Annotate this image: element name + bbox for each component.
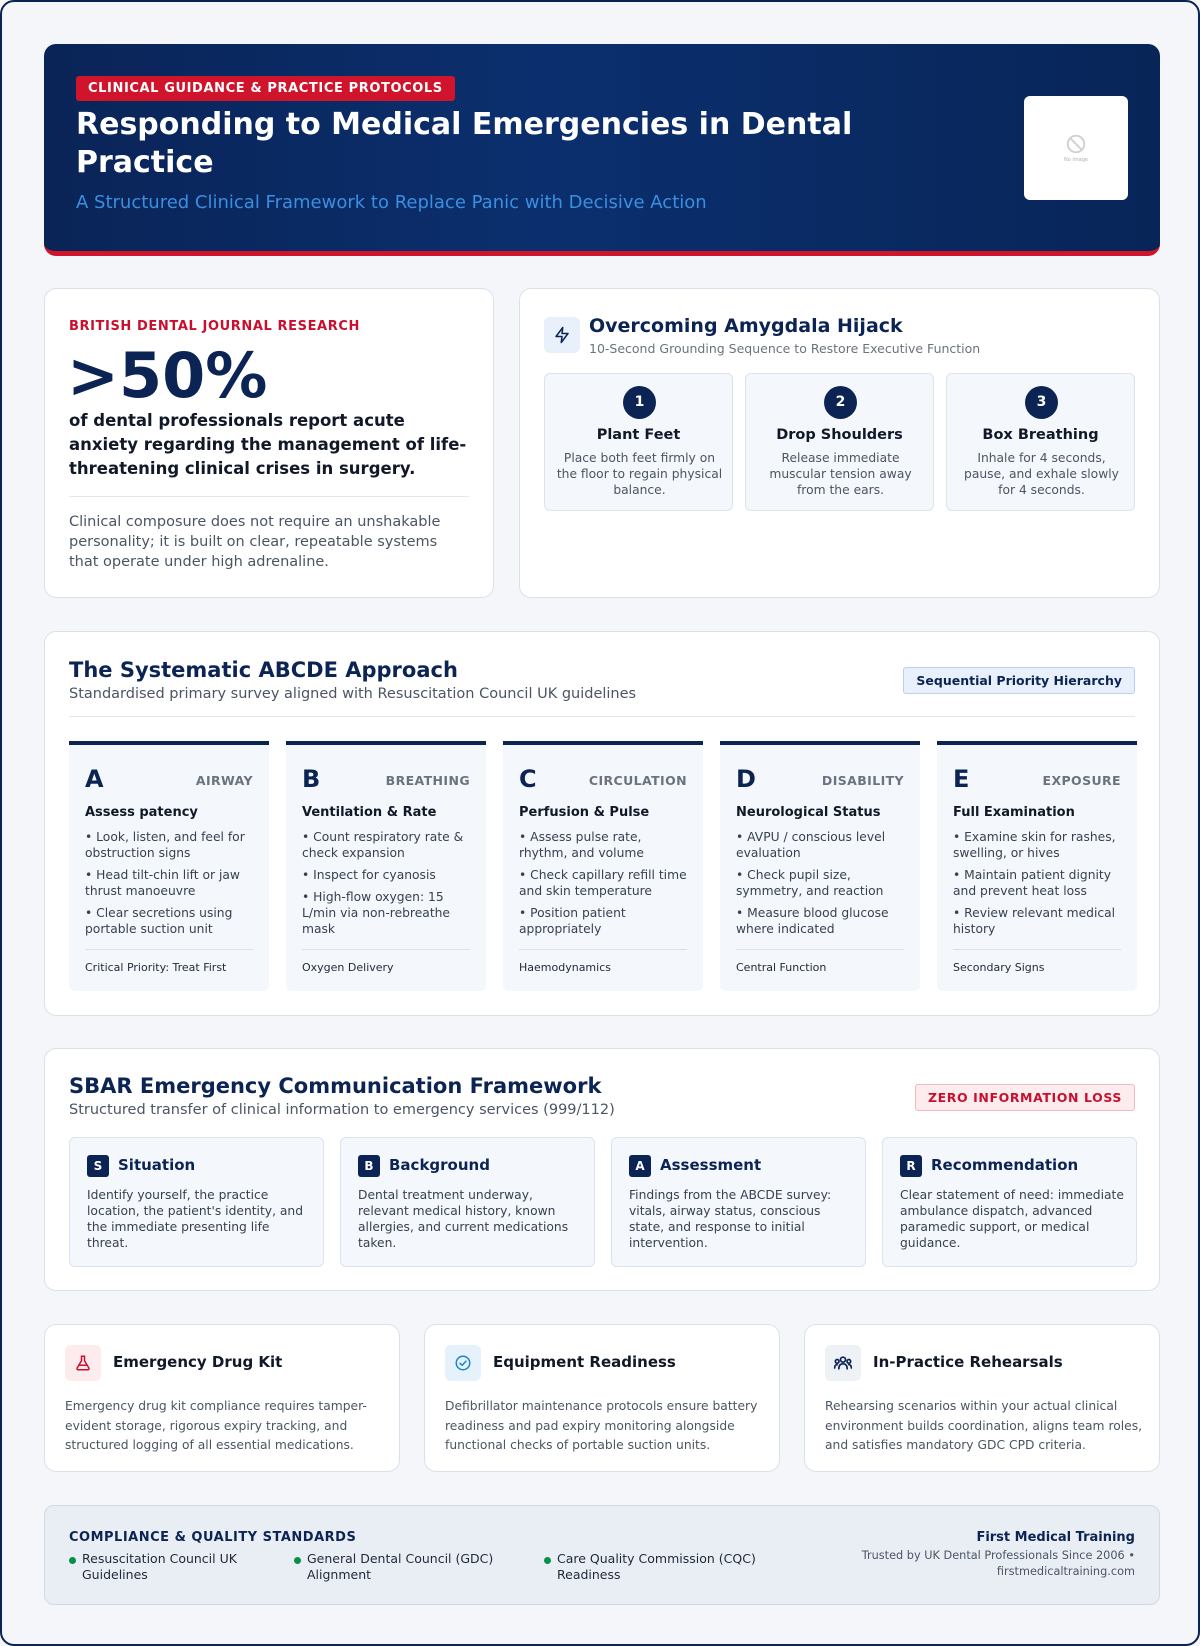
abcde-column-breathing <box>286 741 486 991</box>
column-list <box>953 829 1123 943</box>
column-list <box>85 829 255 943</box>
column-letter: A <box>85 765 104 793</box>
abcde-column-exposure <box>937 741 1137 991</box>
column-name: CIRCULATION <box>588 773 687 788</box>
list-item: • Examine skin for rashes, swelling, or hives <box>953 830 1116 860</box>
sbar-letter: B <box>358 1155 380 1177</box>
hero-header <box>44 44 1160 256</box>
step-text: Release immediate muscular tension away from the ears. <box>769 451 912 497</box>
list-item: • Check capillary refill time and skin temperature <box>519 868 687 898</box>
zero-loss-tag: ZERO INFORMATION LOSS <box>915 1084 1135 1111</box>
standard-item <box>294 1551 514 1583</box>
column-footer: Oxygen Delivery <box>302 961 394 974</box>
column-name: EXPOSURE <box>1042 773 1121 788</box>
column-heading: Perfusion & Pulse <box>519 805 650 820</box>
compliance-heading: COMPLIANCE & QUALITY STANDARDS <box>69 1530 357 1545</box>
statistic-card <box>44 288 494 598</box>
column-letter: E <box>953 765 970 793</box>
status-dot-icon <box>69 1557 76 1564</box>
sbar-item-text: Dental treatment underway, relevant medical history, known allergies, and current medications taken. <box>358 1188 569 1250</box>
column-name: BREATHING <box>385 773 470 788</box>
column-name: AIRWAY <box>195 773 253 788</box>
priority-tag: Sequential Priority Hierarchy <box>903 667 1135 694</box>
step-text: Inhale for 4 seconds, pause, and exhale slowly for 4 seconds. <box>964 451 1119 497</box>
stat-note: Clinical composure does not require an unshakable personality; it is built on clear, repeatable systems that operate under high adrenaline. <box>69 514 441 570</box>
sbar-item-text: Clear statement of need: immediate ambulance dispatch, advanced paramedic support, or medical guidance. <box>900 1188 1124 1250</box>
brand-name: First Medical Training <box>976 1530 1135 1545</box>
step-number: 3 <box>1025 386 1058 419</box>
stat-value: >50% <box>67 339 268 412</box>
divider <box>69 496 469 497</box>
sbar-item-assessment <box>611 1137 866 1267</box>
sbar-section <box>44 1048 1160 1291</box>
sbar-item-text: Identify yourself, the practice location, the patient's identity, and the immediate presenting life threat. <box>87 1188 304 1250</box>
column-footer: Critical Priority: Treat First <box>85 961 227 974</box>
category-badge: CLINICAL GUIDANCE & PRACTICE PROTOCOLS <box>76 76 455 101</box>
step-title: Plant Feet <box>596 427 681 443</box>
column-list <box>302 829 472 943</box>
list-item: • Head tilt-chin lift or jaw thrust manoeuvre <box>85 868 240 898</box>
brand-tagline: Trusted by UK Dental Professionals Since 2006 • firstmedicaltraining.com <box>861 1549 1135 1578</box>
sbar-title: SBAR Emergency Communication Framework <box>69 1074 602 1098</box>
flask-icon <box>65 1345 101 1381</box>
abcde-section <box>44 631 1160 1016</box>
divider <box>519 949 687 950</box>
header-image-placeholder <box>1024 96 1128 200</box>
sbar-item-recommendation <box>882 1137 1137 1267</box>
standard-label: Care Quality Commission (CQC) Readiness <box>557 1551 756 1582</box>
abcde-subtitle: Standardised primary survey aligned with Resuscitation Council UK guidelines <box>69 686 637 702</box>
abcde-column-disability <box>720 741 920 991</box>
list-item: • Review relevant medical history <box>953 906 1116 936</box>
standard-item <box>544 1551 774 1583</box>
list-item: • Inspect for cyanosis <box>302 868 436 882</box>
standard-label: General Dental Council (GDC) Alignment <box>307 1551 494 1582</box>
stat-source: BRITISH DENTAL JOURNAL RESEARCH <box>69 319 360 334</box>
step-text: Place both feet firmly on the floor to regain physical balance. <box>556 451 723 497</box>
column-footer: Haemodynamics <box>519 961 611 974</box>
list-item: • Position patient appropriately <box>519 906 626 936</box>
step-number: 2 <box>824 386 857 419</box>
feature-card-drug-kit <box>44 1324 400 1472</box>
standard-item <box>69 1551 269 1583</box>
feature-title: In-Practice Rehearsals <box>873 1353 1063 1371</box>
abcde-title: The Systematic ABCDE Approach <box>69 658 458 682</box>
sbar-item-title: Situation <box>118 1156 196 1174</box>
sbar-subtitle: Structured transfer of clinical information to emergency services (999/112) <box>69 1102 615 1118</box>
list-item: • Clear secretions using portable suction unit <box>85 906 233 936</box>
column-heading: Full Examination <box>953 805 1075 820</box>
list-item: • Look, listen, and feel for obstruction signs <box>85 830 245 860</box>
column-letter: D <box>736 765 756 793</box>
page-title: Responding to Medical Emergencies in Dental Practice <box>76 107 853 180</box>
sbar-letter: A <box>629 1155 651 1177</box>
column-letter: B <box>302 765 321 793</box>
list-item: • AVPU / conscious level evaluation <box>736 830 886 860</box>
divider <box>302 949 470 950</box>
list-item: • Count respiratory rate & check expansion <box>302 830 464 860</box>
grounding-subtitle: 10-Second Grounding Sequence to Restore Executive Function <box>589 341 981 356</box>
page-subtitle: A Structured Clinical Framework to Replace Panic with Decisive Action <box>76 192 707 213</box>
sbar-item-title: Background <box>389 1156 490 1174</box>
lightning-icon <box>544 317 580 353</box>
column-letter: C <box>519 765 537 793</box>
sbar-letter: S <box>87 1155 109 1177</box>
divider <box>85 949 253 950</box>
column-name: DISABILITY <box>821 773 904 788</box>
grounding-step <box>946 373 1135 511</box>
list-item: • High-flow oxygen: 15 L/min via non-rebreathe mask <box>302 890 451 936</box>
sbar-item-situation <box>69 1137 324 1267</box>
feature-text: Defibrillator maintenance protocols ensure battery readiness and pad expiry monitoring alongside functional checks of portable suction units. <box>445 1399 758 1452</box>
column-heading: Assess patency <box>85 805 198 820</box>
column-list <box>519 829 689 943</box>
grounding-card <box>519 288 1160 598</box>
compliance-footer <box>44 1505 1160 1605</box>
image-placeholder-label: No image <box>1064 157 1088 163</box>
divider <box>736 949 904 950</box>
list-item: • Assess pulse rate, rhythm, and volume <box>519 830 644 860</box>
feature-card-equipment <box>424 1324 780 1472</box>
sbar-letter: R <box>900 1155 922 1177</box>
sbar-item-title: Assessment <box>660 1156 762 1174</box>
status-dot-icon <box>544 1557 551 1564</box>
sbar-item-text: Findings from the ABCDE survey: vitals, airway status, conscious state, and response to initial intervention. <box>629 1188 832 1250</box>
team-icon <box>825 1345 861 1381</box>
column-footer: Secondary Signs <box>953 961 1045 974</box>
sbar-item-title: Recommendation <box>931 1156 1079 1174</box>
column-list <box>736 829 906 943</box>
list-item: • Maintain patient dignity and prevent heat loss <box>953 868 1111 898</box>
grounding-title: Overcoming Amygdala Hijack <box>589 315 903 337</box>
column-heading: Ventilation & Rate <box>302 805 437 820</box>
list-item: • Check pupil size, symmetry, and reaction <box>736 868 884 898</box>
column-heading: Neurological Status <box>736 805 881 820</box>
stat-description: of dental professionals report acute anxiety regarding the management of life-threatening clinical crises in surgery. <box>69 411 467 478</box>
step-title: Box Breathing <box>982 427 1099 443</box>
sbar-item-background <box>340 1137 595 1267</box>
feature-text: Emergency drug kit compliance requires tamper-evident storage, rigorous expiry tracking, and structured logging of all essential medications. <box>65 1399 367 1452</box>
grounding-step <box>544 373 733 511</box>
feature-title: Equipment Readiness <box>493 1353 676 1371</box>
list-item: • Measure blood glucose where indicated <box>736 906 889 936</box>
grounding-step <box>745 373 934 511</box>
step-title: Drop Shoulders <box>776 427 903 443</box>
abcde-column-airway <box>69 741 269 991</box>
feature-card-rehearsals <box>804 1324 1160 1472</box>
status-dot-icon <box>294 1557 301 1564</box>
abcde-column-circulation <box>503 741 703 991</box>
feature-title: Emergency Drug Kit <box>113 1353 283 1371</box>
divider <box>953 949 1121 950</box>
standard-label: Resuscitation Council UK Guidelines <box>82 1551 237 1582</box>
divider <box>69 716 1135 717</box>
no-image-icon <box>1065 133 1087 155</box>
feature-text: Rehearsing scenarios within your actual clinical environment builds coordination, aligns team roles, and satisfies mandatory GDC CPD criteria. <box>825 1399 1143 1452</box>
step-number: 1 <box>623 386 656 419</box>
column-footer: Central Function <box>736 961 827 974</box>
check-circle-icon <box>445 1345 481 1381</box>
